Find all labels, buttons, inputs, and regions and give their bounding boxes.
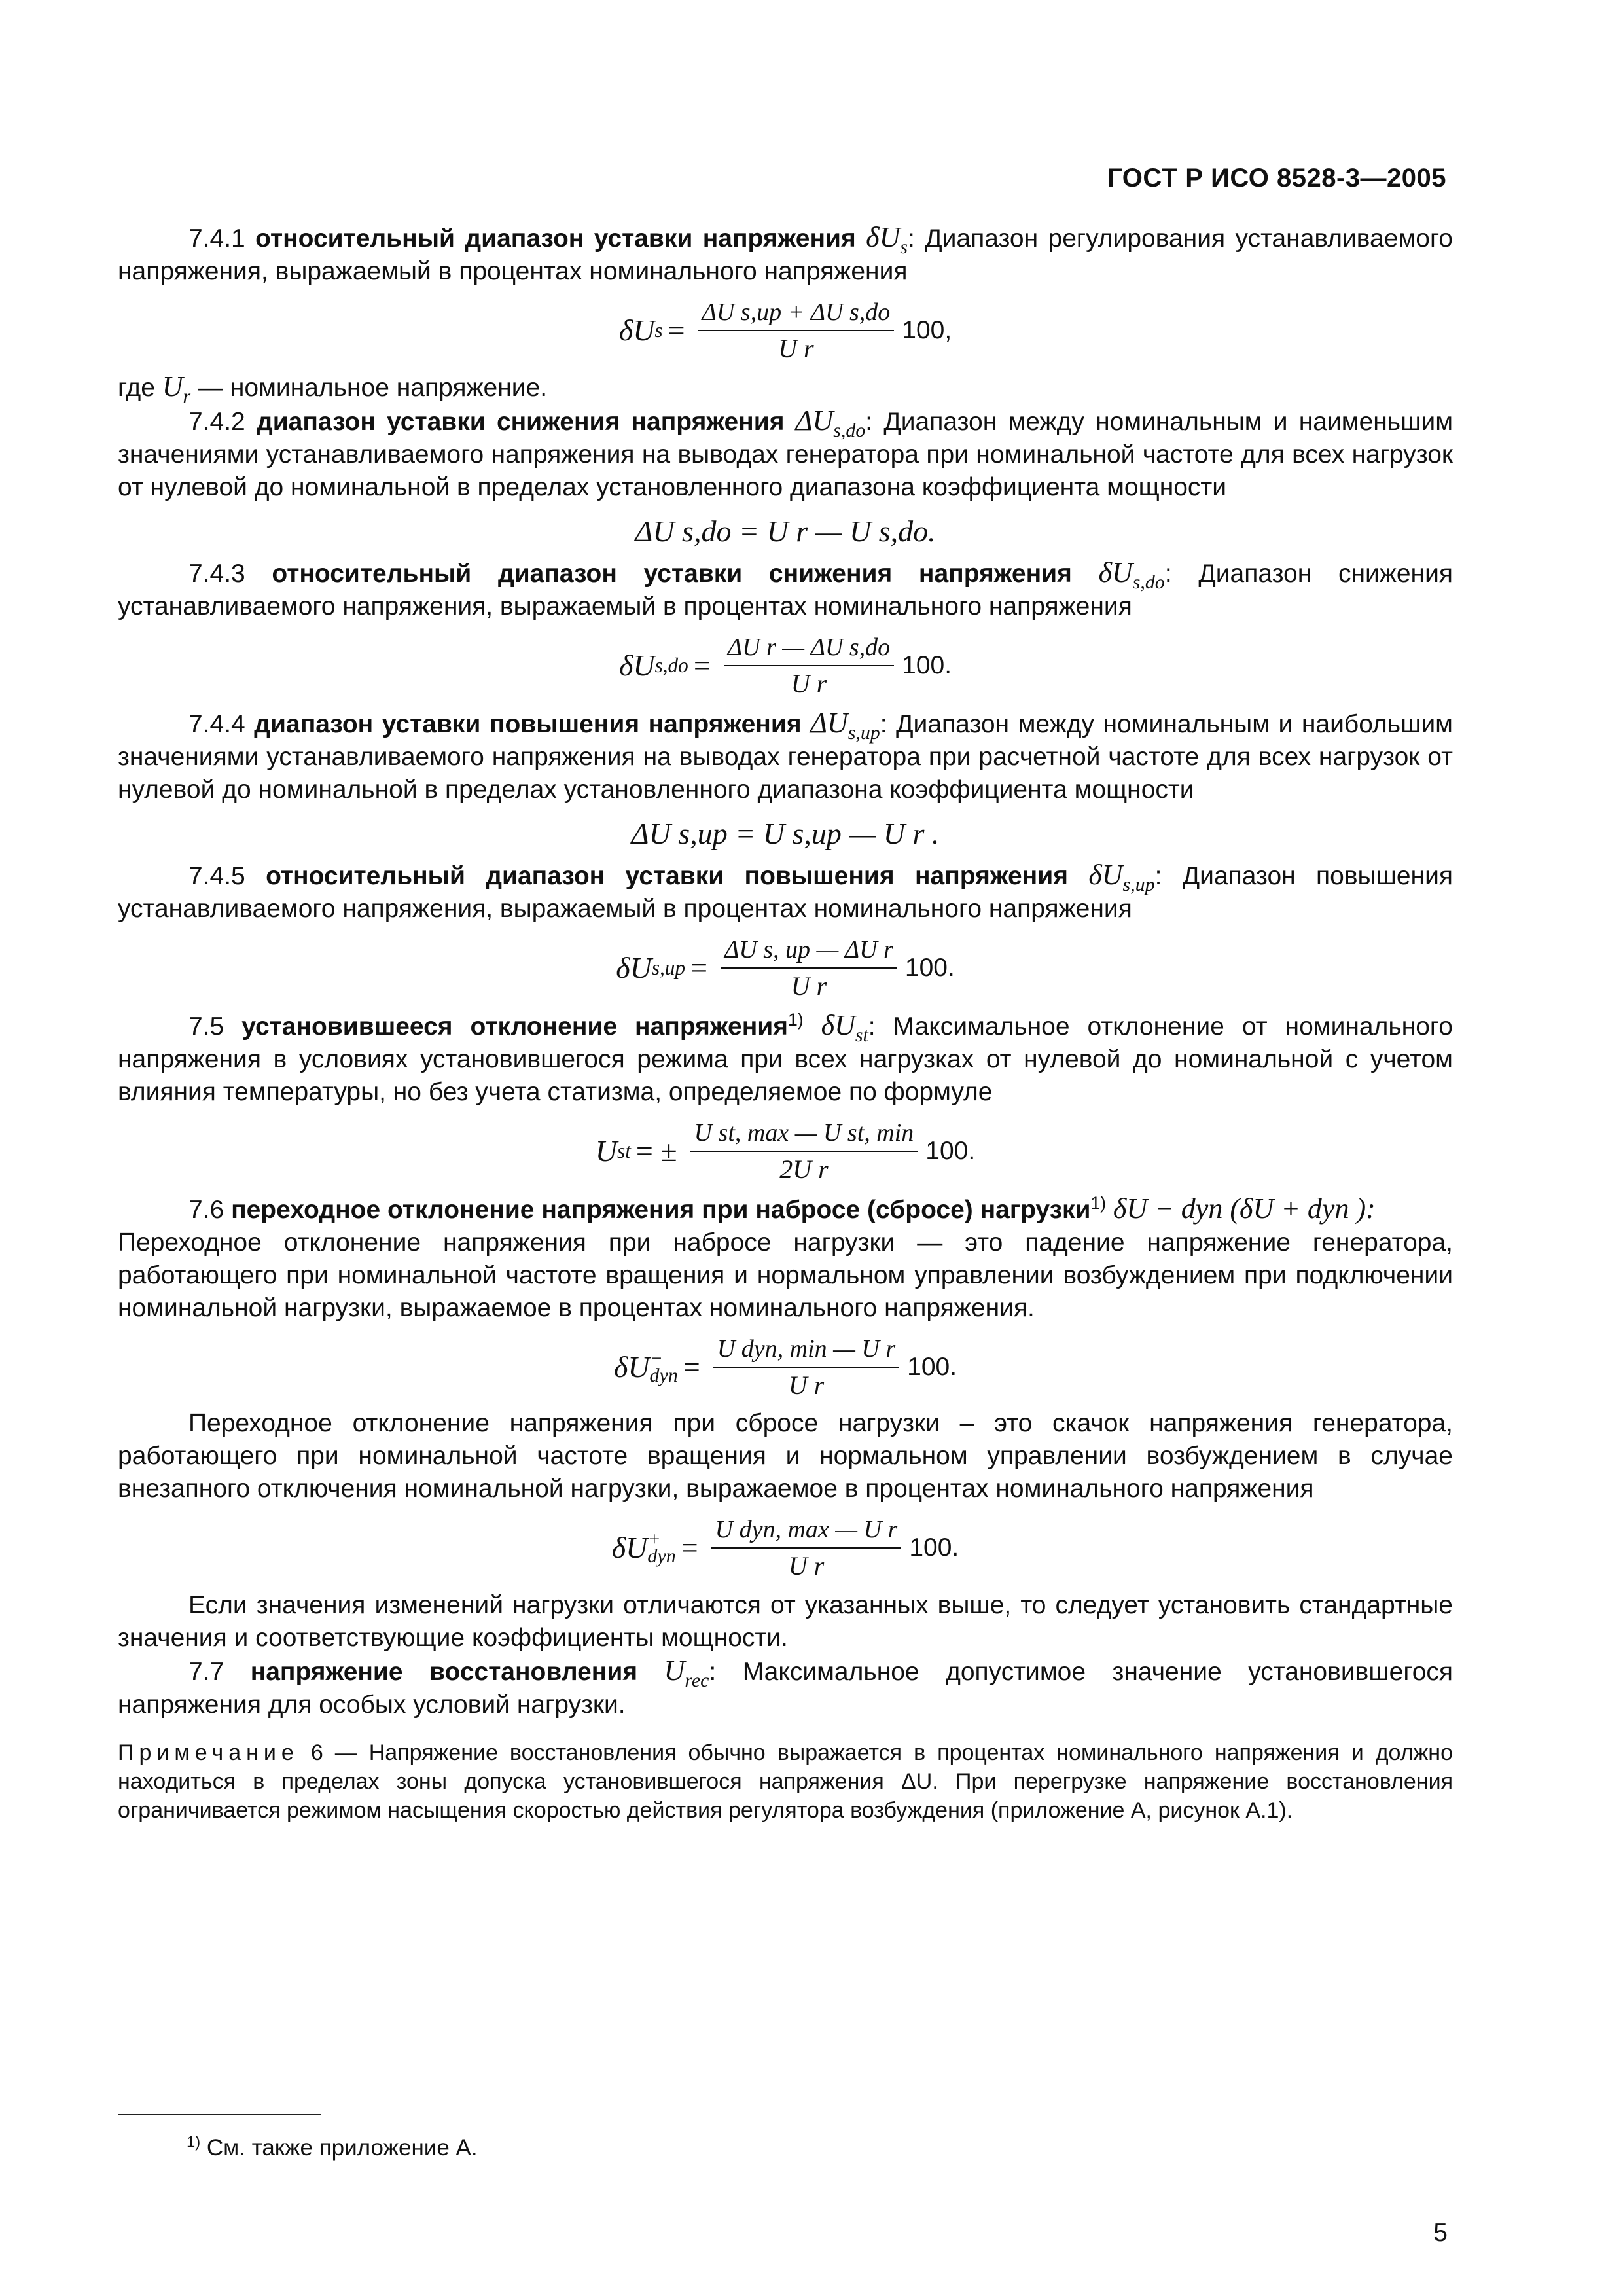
formula-7-4-5: δU s,up = $\frac{\text{ΔU s, up — ΔU r}}{\text{U r}}$ 100. [616, 936, 955, 1001]
footnote-text: См. также приложение А. [206, 2135, 478, 2161]
formula-7-5: U st = ± $\frac{\text{U st, max — U st, min}}{\text{2U r}}$ 100. [595, 1119, 976, 1184]
definition: Максимальное допустимое значение установившегося напряжения для особых условий нагрузки. [118, 1658, 1453, 1719]
term: относительный диапазон уставки снижения напряжения [272, 560, 1072, 588]
fraction: $\frac{\text{U dyn, min — U r}}{\text{U r}}$ [713, 1334, 899, 1401]
term: установившееся отклонение напряжения [241, 1013, 789, 1041]
document-header: ГОСТ Р ИСО 8528-3—2005 [1107, 164, 1446, 192]
document-body [118, 221, 1453, 1847]
formula-7-6-surge: δU + dyn = $\frac{\text{U dyn, max — U r}}{\text{U r}}$ 100. [611, 1516, 959, 1581]
clause-number: 7.4.3 [188, 560, 245, 588]
clause-7-6-text: Переходное отклонение напряжения при набросе нагрузки — это падение напряжение генератора, работающего при номинальной частоте вращения и нормальном управлении возбуждением при подключении номинальной нагрузки, выражаемое в процентах номинального напряжения. [118, 1229, 1453, 1322]
note-label: Примечание [118, 1740, 299, 1765]
term: относительный диапазон уставки напряжения [255, 224, 856, 253]
symbol: $U_{rec}$ [664, 1655, 709, 1691]
note-6 [118, 1738, 1453, 1825]
footnote-divider [118, 2114, 321, 2115]
symbol: $\delta U_{s,do}$ [1098, 556, 1165, 593]
where-clause: где $U_r$ — номинальное напряжение. [118, 370, 548, 407]
footnote-ref: 1) [1090, 1193, 1107, 1213]
symbol: $\delta U_{s,up}$ [1088, 859, 1155, 895]
footnote [187, 2135, 478, 2161]
note-text: 6 — Напряжение восстановления обычно выражается в процентах номинального напряжения и должно находиться в пределах зоны допуска установившегося напряжения ΔU. При перегрузке напряжение восстановления ограничивается режимом насыщения скоростью действия регулятора возбуждения (приложение А, рисунок А.1). [118, 1740, 1453, 1823]
fraction: $\frac{\text{ΔU s,up + ΔU s,do}}{\text{U r}}$ [698, 297, 895, 364]
definition: Диапазон регулирования устанавливаемого напряжения, выражаемый в процентах номинального напряжения [118, 224, 1453, 285]
clause-7-6-text-2: Переходное отклонение напряжения при сбросе нагрузки – это скачок напряжения генератора, работающего при номинальной частоте вращения и нормальном управлении возбуждением в случае внезапного отключения номинальной нагрузки, выражаемое в процентах номинального напряжения [118, 1409, 1453, 1503]
formula-7-4-1: δU s = $\frac{\text{ΔU s,up + ΔU s,do}}{\text{U r}}$ 100, [618, 298, 952, 363]
symbol: $\Delta U_{s,do}$ [795, 404, 866, 441]
clause-number: 7.7 [188, 1658, 224, 1686]
definition: Диапазон повышения устанавливаемого напряжения, выражаемый в процентах номинального напряжения [118, 862, 1453, 923]
definition: Диапазон между номинальным и наибольшим значениями устанавливаемого напряжения на выводах генератора при расчетной частоте для всех нагрузок от нулевой до номинальной в пределах установленного диапазона коэффициента мощности [118, 710, 1453, 804]
formula-7-4-2: ΔU s,do = U r — U s,do. [635, 514, 936, 548]
fraction: $\frac{\text{ΔU r — ΔU s,do}}{\text{U r}}$ [724, 632, 894, 699]
definition: Диапазон между номинальным и наименьшим значениями устанавливаемого напряжения на выводах генератора при номинальной частоте для всех нагрузок от нулевой до номинальной в пределах установленного диапазона коэффициента мощности [118, 408, 1454, 501]
symbol: $\Delta U_{s,up}$ [810, 707, 880, 744]
fraction: $\frac{\text{U dyn, max — U r}}{\text{U r}}$ [711, 1515, 902, 1581]
definition: Максимальное отклонение от номинального напряжения в условиях установившегося режима при всех нагрузках от нулевой до номинальной с учетом влияния температуры, но без учета статизма, определяемое по формуле [118, 1013, 1453, 1106]
fraction: $\frac{\text{ΔU s, up — ΔU r}}{\text{U r}}$ [721, 935, 897, 1001]
clause-7-6 [118, 1193, 1453, 1227]
term: переходное отклонение напряжения при набросе (сбросе) нагрузки [231, 1196, 1091, 1224]
clause-number: 7.4.4 [188, 710, 245, 738]
term: диапазон уставки снижения напряжения [256, 408, 785, 436]
fraction: $\frac{\text{U st, max — U st, min}}{\text{2U r}}$ [690, 1118, 918, 1185]
term: напряжение восстановления [250, 1658, 638, 1686]
clause-7-5: 7.5 установившееся отклонение напряжения$^{1)}$ $\delta U_{st}$: Максимальное отклонение от номинального напряжения в условиях установившегося режима при всех нагрузках от нулевой до номинальной с учетом влияния температуры, но без учета статизма, определяемое по формуле [118, 1009, 1453, 1106]
clause-7-4-4: 7.4.4 диапазон уставки повышения напряжения $\Delta U_{s,up}$: Диапазон между номинальным и наибольшим значениями устанавливаемого напряжения на выводах генератора при расчетной частоте для всех нагрузок от нулевой до номинальной в пределах установленного диапазона коэффициента мощности [118, 707, 1453, 804]
page-number: 5 [1433, 2219, 1448, 2247]
clause-7-4-5: 7.4.5 относительный диапазон уставки повышения напряжения $\delta U_{s,up}$: Диапазон повышения устанавливаемого напряжения, выражаемый в процентах номинального напряжения [118, 859, 1453, 923]
formula-7-4-4: ΔU s,up = U s,up — U r . [631, 817, 940, 850]
symbol: $\delta U_s$ [866, 221, 908, 258]
clause-7-7: 7.7 напряжение восстановления $U_{rec}$: Максимальное допустимое значение установившегося напряжения для особых условий нагрузки. [118, 1655, 1453, 1719]
symbol: δU − dyn (δU + dyn ): [1113, 1193, 1376, 1225]
clause-number: 7.5 [188, 1013, 224, 1041]
clause-7-4-3: 7.4.3 относительный диапазон уставки снижения напряжения $\delta U_{s,do}$: Диапазон снижения устанавливаемого напряжения, выражаемый в процентах номинального напряжения [118, 556, 1453, 620]
formula-7-4-3: δU s,do = $\frac{\text{ΔU r — ΔU s,do}}{\text{U r}}$ 100. [618, 634, 952, 698]
clause-7-4-2: 7.4.2 диапазон уставки снижения напряжения $\Delta U_{s,do}$: Диапазон между номинальным и наименьшим значениями устанавливаемого напряжения на выводах генератора при номинальной частоте для всех нагрузок от нулевой до номинальной в пределах установленного диапазона коэффициента мощности [118, 404, 1454, 501]
footnote-ref: 1) [788, 1010, 804, 1030]
definition: Диапазон снижения устанавливаемого напряжения, выражаемый в процентах номинального напряжения [118, 560, 1453, 620]
clause-number: 7.6 [188, 1196, 224, 1224]
clause-7-6-text-3: Если значения изменений нагрузки отличаются от указанных выше, то следует установить стандартные значения и соответствующие коэффициенты мощности. [118, 1591, 1453, 1652]
formula-7-6-drop: δU − dyn = $\frac{\text{U dyn, min — U r}}{\text{U r}}$ 100. [613, 1335, 957, 1400]
symbol: $\delta U_{st}$ [821, 1009, 868, 1046]
term: относительный диапазон уставки повышения напряжения [266, 862, 1068, 890]
footnote-mark: 1) [187, 2133, 201, 2151]
clause-number: 7.4.2 [188, 408, 245, 436]
clause-number: 7.4.1 [188, 224, 245, 253]
term: диапазон уставки повышения напряжения [254, 710, 802, 738]
clause-number: 7.4.5 [188, 862, 245, 890]
clause-7-4-1: 7.4.1 относительный диапазон уставки напряжения $\delta U_s$: Диапазон регулирования устанавливаемого напряжения, выражаемый в процентах номинального напряжения [118, 221, 1453, 285]
